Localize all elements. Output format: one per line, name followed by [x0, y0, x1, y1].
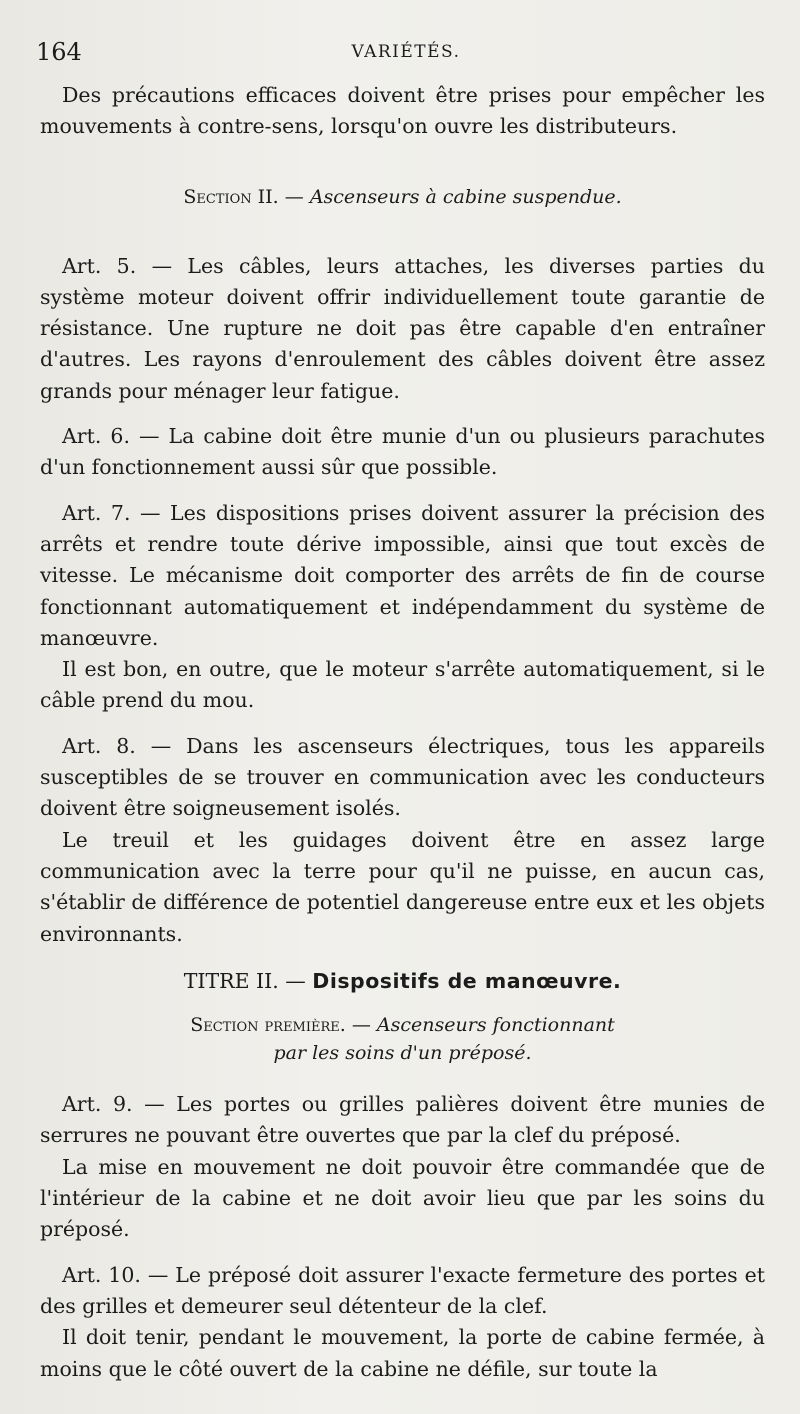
article-5: Art. 5. — Les câbles, leurs attaches, les diverses parties du système moteur doivent offrir individuellement toute garantie de résistance. Une rupture ne doit pas être capable d'en entraîner d'autres. Les rayons d'enroulement des câbles doivent être assez grands pour ménager leur fatigue.: [40, 253, 765, 403]
page-body: [40, 80, 765, 1385]
section-heading-2: [40, 183, 765, 211]
section-dash: —: [345, 1014, 377, 1037]
article-9-continued: La mise en mouvement ne doit pouvoir être commandée que de l'intérieur de la cabine et ne doit avoir lieu que par les soins du préposé.: [40, 1154, 765, 1242]
titre-heading: [40, 966, 765, 997]
section-title-line1: Ascenseurs fonctionnant: [376, 1014, 615, 1037]
section-heading-1: [40, 1011, 765, 1067]
section-label: Section II.: [183, 185, 279, 208]
article-7-continued: Il est bon, en outre, que le moteur s'arrête automatiquement, si le câble prend du mou.: [40, 657, 765, 713]
section-label: Section première.: [190, 1014, 346, 1037]
section-dash: —: [278, 185, 310, 208]
titre-title: Dispositifs de manœuvre.: [312, 968, 622, 993]
article-9: Art. 9. — Les portes ou grilles palières doivent être munies de serrures ne pouvant être ouvertes que par la clef du préposé.: [40, 1092, 765, 1148]
page-header: [36, 38, 776, 72]
article-8-continued: Le treuil et les guidages doivent être en assez large communication avec la terre pour qu'il ne puisse, en aucun cas, s'établir de différence de potentiel dangereuse entre eux et les objets environnants.: [40, 827, 765, 946]
article-10: Art. 10. — Le préposé doit assurer l'exacte fermeture des portes et des grilles et demeurer seul détenteur de la clef.: [40, 1262, 765, 1318]
article-7: Art. 7. — Les dispositions prises doivent assurer la précision des arrêts et rendre toute dérive impossible, ainsi que tout excès de vitesse. Le mécanisme doit comporter des arrêts de fin de course fonctionnant automatiquement et indépendamment du système de manœuvre.: [40, 500, 765, 650]
article-6: Art. 6. — La cabine doit être munie d'un ou plusieurs parachutes d'un fonctionnement aussi sûr que possible.: [40, 424, 765, 480]
titre-label: TITRE II. —: [183, 968, 313, 993]
article-8: Art. 8. — Dans les ascenseurs électriques, tous les appareils susceptibles de se trouver en communication avec les conducteurs doivent être soigneusement isolés.: [40, 733, 765, 821]
section-title-line2: par les soins d'un préposé.: [273, 1042, 532, 1065]
article-10-continued: Il doit tenir, pendant le mouvement, la porte de cabine fermée, à moins que le côté ouvert de la cabine ne défile, sur toute la: [40, 1325, 765, 1381]
paragraph-intro: Des précautions efficaces doivent être prises pour empêcher les mouvements à contre-sens, lorsqu'on ouvre les distributeurs.: [40, 83, 765, 139]
section-title: Ascenseurs à cabine suspendue.: [309, 185, 622, 208]
running-title: VARIÉTÉS.: [351, 42, 461, 62]
page-number: 164: [36, 38, 82, 66]
